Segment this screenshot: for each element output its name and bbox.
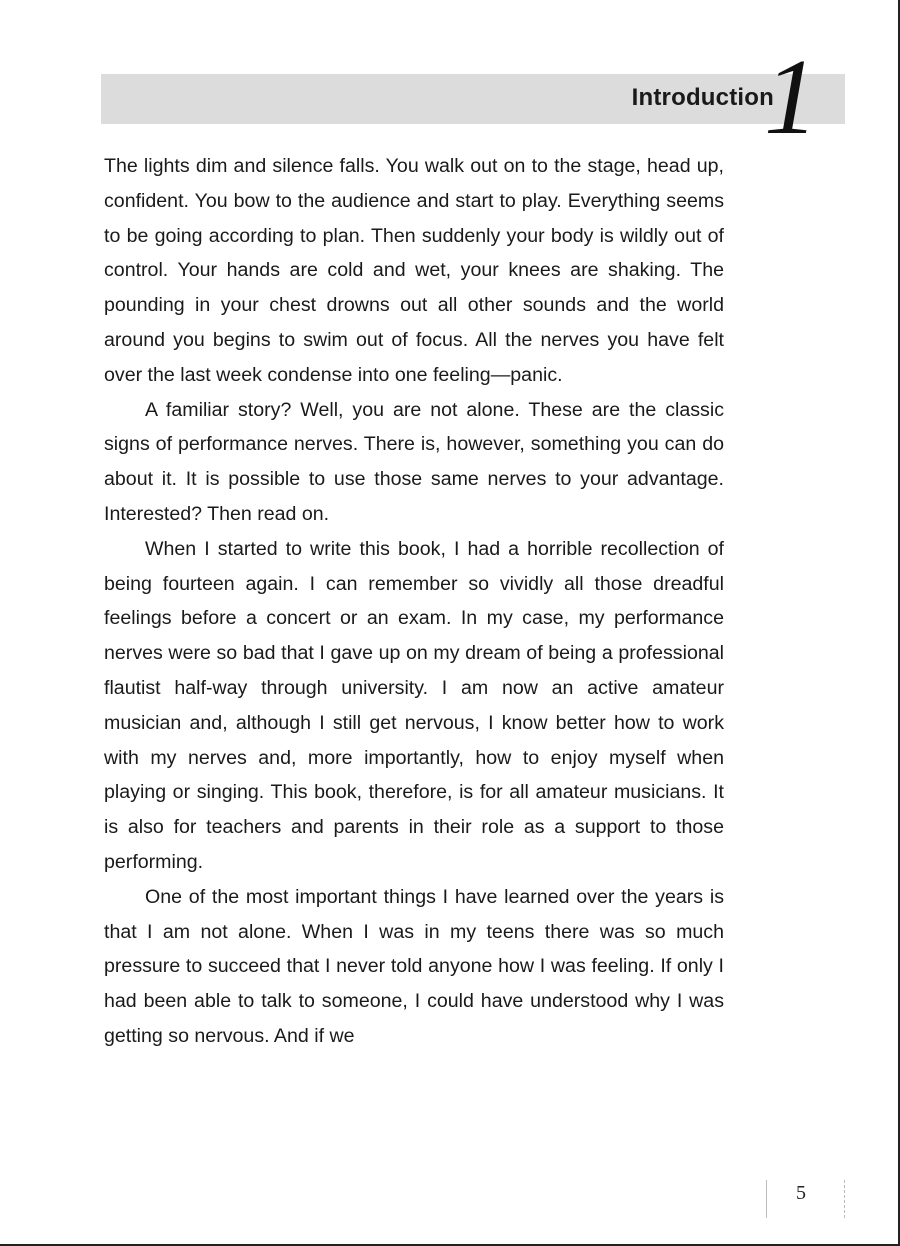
chapter-title: Introduction [631,84,774,111]
paragraph-2: A familiar story? Well, you are not alone. These are the classic signs of performance nerves. There is, however, something you can do about it. It is possible to use those same nerves to your advantage. Interested? Then read on. [104,398,724,525]
chapter-body [104,149,724,1054]
paragraph-1: The lights dim and silence falls. You walk out on to the stage, head up, confident. You bow to the audience and start to play. Everything seems to be going according to plan. Then suddenly your body is wildly out of control. Your hands are cold and wet, your knees are shaking. The pounding in your chest drowns out all other sounds and the world around you begins to swim out of focus. All the nerves you have felt over the last week condense into one feeling—panic. [104,155,724,386]
page-number: 5 [796,1182,806,1204]
paragraph-4: One of the most important things I have learned over the years is that I am not alone. When I was in my teens there was so much pressure to succeed that I never told anyone how I was feeling. If only I had been able to talk to someone, I could have understood why I was getting so nervous. And if we [104,885,724,1047]
paragraph-3: When I started to write this book, I had a horrible recollection of being fourteen again. I can remember so vividly all those dreadful feelings before a concert or an exam. In my case, my performance nerves were so bad that I gave up on my dream of being a professional flautist half-way through university. I am now an active amateur musician and, although I still get nervous, I know better how to work with my nerves and, more importantly, how to enjoy myself when playing or singing. This book, therefore, is for all amateur musicians. It is also for teachers and parents in their role as a support to those performing. [104,537,724,873]
footer-divider-right [844,1180,846,1218]
footer-divider-left [766,1180,767,1218]
chapter-number: 1 [764,38,818,157]
